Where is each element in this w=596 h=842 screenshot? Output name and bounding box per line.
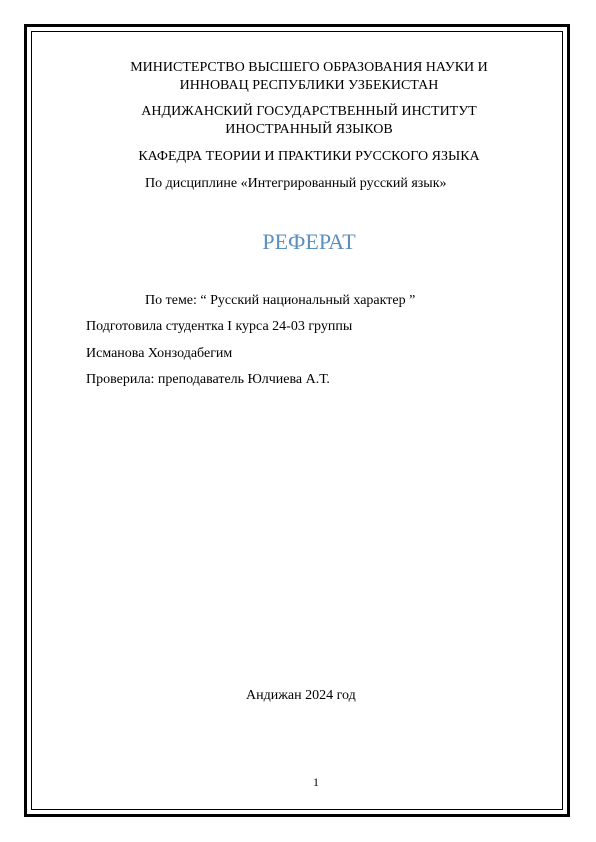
document-title: РЕФЕРАТ [262,229,356,254]
topic-line: По теме: “ Русский национальный характер ” [145,293,416,308]
institute-line-2: ИНОСТРАННЫЙ ЯЗЫКОВ [225,122,393,137]
checked-by-line: Проверила: преподаватель Юлчиева А.Т. [86,372,330,387]
page-number: 1 [313,775,319,789]
department-name: КАФЕДРА ТЕОРИИ И ПРАКТИКИ РУССКОГО ЯЗЫКА [138,149,480,164]
prepared-by-line: Подготовила студентка I курса 24-03 группы [86,319,353,334]
city-year: Андижан 2024 год [246,688,356,703]
ministry-line-2: ИННОВАЦ РЕСПУБЛИКИ УЗБЕКИСТАН [179,78,439,93]
discipline-line: По дисциплине «Интегрированный русский язык» [145,176,447,191]
student-name: Исманова Хонзодабегим [86,346,233,361]
ministry-line-1: МИНИСТЕРСТВО ВЫСШЕГО ОБРАЗОВАНИЯ НАУКИ И [130,60,488,75]
institute-line-1: АНДИЖАНСКИЙ ГОСУДАРСТВЕННЫЙ ИНСТИТУТ [141,104,477,119]
